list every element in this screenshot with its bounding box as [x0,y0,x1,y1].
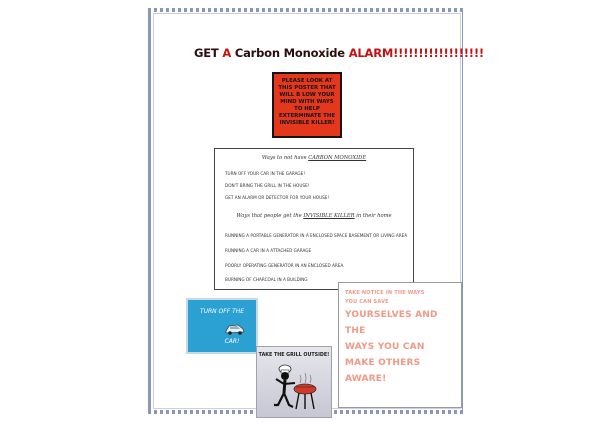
list-item: BURNING OF CHARCOAL IN A BUILDING [225,277,308,282]
title-part-get: GET [194,46,223,60]
ways-heading-2-prefix: Ways that people get the [236,213,304,219]
ways-box [214,148,414,290]
aware-line-5: MAKE OTHERS [345,358,421,368]
ways-heading-1-emph: CARBON MONOXIDE [308,155,367,161]
aware-line-1: TAKE NOTICE IN THE WAYS [345,290,425,296]
aware-line-3: YOURSELVES AND THE [345,310,438,336]
turn-off-car-box [186,298,258,354]
list-item: RUNNING A PORTABLE GENERATOR IN A ENCLOSED SPACE BASEMENT OR LIVING AREA [225,233,408,238]
aware-line-6: AWARE! [345,374,387,384]
car-icon [224,322,246,336]
list-item: POORLY OPERATING GENERATOR IN AN ENCLOSED AREA [225,263,344,268]
ways-heading-1 [215,155,413,161]
turn-off-line-2: CAR! [224,338,240,345]
grill-label: TAKE THE GRILL OUTSIDE! [258,353,330,358]
poster-title [194,46,484,60]
ways-heading-2 [215,213,413,219]
aware-line-4: WAYS YOU CAN [345,342,425,352]
list-item: TURN OFF YOUR CAR IN THE GARAGE! [225,171,305,176]
make-others-aware-box [338,282,462,408]
intro-text: PLEASE LOOK AT THIS POSTER THAT WILL B LOW YOUR MIND WITH WAYS TO HELP EXTERMINATE THE INVISIBLE KILLER! [278,78,336,126]
grill-chef-icon [269,361,321,415]
title-part-co: Carbon Monoxide [231,46,349,60]
aware-line-2: YOU CAN SAVE [345,299,389,305]
grill-box [256,346,332,418]
title-part-a: A [222,46,232,60]
list-item: GET AN ALARM OR DETECTOR FOR YOUR HOUSE! [225,195,330,200]
ways-heading-2-emph: INVISIBLE KILLER [303,213,355,219]
title-part-alarm: ALARM!!!!!!!!!!!!!!!!!! [348,46,484,60]
ways-heading-2-suffix: in their home [354,213,392,219]
intro-red-box [272,72,342,138]
ways-heading-1-prefix: Ways to not have [261,155,309,161]
poster-sheet [148,8,484,414]
list-item: DON'T BRING THE GRILL IN THE HOUSE! [225,183,310,188]
list-item: RUNNING A CAR IN A ATTACHED GARAGE [225,248,312,253]
turn-off-line-1: TURN OFF THE [199,308,245,315]
